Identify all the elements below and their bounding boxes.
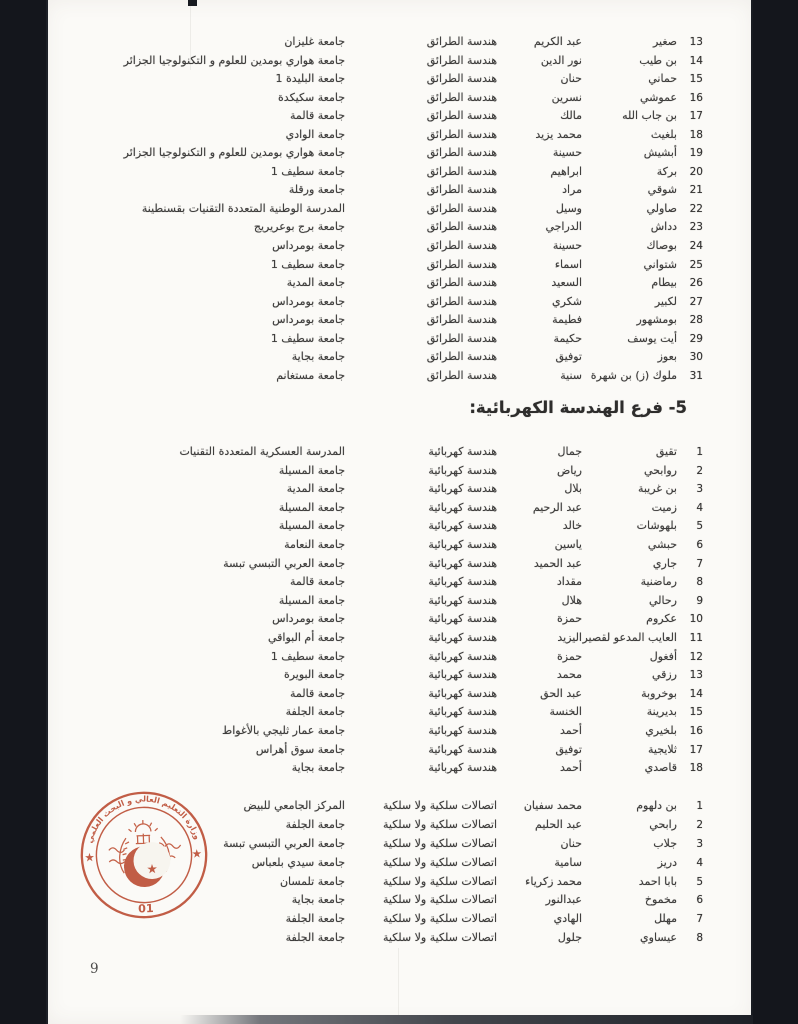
specialization: هندسة كهربائية [428,575,497,589]
stamp-number: 01 [137,902,154,916]
row-number: 26 [689,277,703,290]
table-row [46,200,753,219]
specialization: هندسة الطرائق [426,201,497,215]
first-name: حنان [560,72,582,86]
first-name: محمد يزيد [535,127,582,141]
family-name: بوصاك [646,239,677,253]
first-name: سنية [560,368,582,382]
specialization: هندسة الطرائق [426,350,497,364]
family-name: بركة [656,164,677,178]
scan-bottom-shadow [180,1015,753,1024]
university-name: جامعة هواري بومدين للعلوم و التكنولوجيا الجزائر [123,53,345,67]
table-row [46,311,753,330]
specialization: هندسة كهربائية [428,537,497,551]
family-name: بعوز [657,350,677,364]
crescent-and-star [123,841,171,887]
first-name: الدراجي [545,220,582,234]
specialization: هندسة كهربائية [428,649,497,663]
family-name: حبشي [647,537,677,551]
first-name: اليزيد [557,630,582,644]
specialization: هندسة كهربائية [428,723,497,737]
family-name: دريز [657,855,677,869]
specialization: هندسة الطرائق [426,331,497,345]
university-name: جامعة بجاية [291,893,345,907]
row-number: 17 [689,743,703,756]
specialization: هندسة الطرائق [426,183,497,197]
row-number: 12 [689,650,703,663]
university-name: جامعة المسيلة [278,500,345,514]
table-row [46,256,753,275]
row-number: 20 [689,165,703,178]
first-name: وسيل [555,201,582,215]
row-number: 14 [689,54,703,67]
university-name: جامعة تلمسان [279,874,345,888]
university-name: جامعة الجلفة [285,931,345,945]
family-name: دداش [650,220,677,234]
specialization: هندسة الطرائق [426,127,497,141]
family-name: زميت [651,500,677,514]
university-name: جامعة سطيف 1 [270,649,345,663]
table-row [46,89,753,108]
university-name: جامعة البويرة [283,668,345,682]
family-name: رحالي [649,593,677,607]
row-number: 5 [696,875,703,888]
family-name: بابا احمد [638,874,677,888]
university-name: جامعة البليدة 1 [275,72,345,86]
specialization: هندسة الطرائق [426,294,497,308]
first-name: مراد [562,183,582,197]
specialization: هندسة كهربائية [428,742,497,756]
scan-left-border [0,0,48,1024]
family-name: بن طيب [639,53,677,67]
specialization: اتصالات سلكية ولا سلكية [382,931,497,945]
university-name: جامعة أم البواقي [268,630,345,644]
table-row [46,499,753,518]
specialization: اتصالات سلكية ولا سلكية [382,912,497,926]
specialization: هندسة الطرائق [426,90,497,104]
specialization: هندسة كهربائية [428,668,497,682]
family-name: قاصدي [644,761,677,775]
specialization: اتصالات سلكية ولا سلكية [382,893,497,907]
table-row [46,759,753,778]
specialization: هندسة الطرائق [426,72,497,86]
row-number: 7 [696,913,703,926]
table-row [46,330,753,349]
first-name: أحمد [560,723,582,737]
table-row [46,367,753,386]
specialization: هندسة الطرائق [426,368,497,382]
first-name: اسماء [554,257,582,271]
first-name: مالك [560,109,582,123]
first-name: جمال [557,445,582,458]
specialization: هندسة الطرائق [426,257,497,271]
first-name: عبد الحليم [535,817,582,831]
table-row [46,685,753,704]
row-number: 8 [696,576,703,589]
table-row [46,274,753,293]
table-row [46,592,753,611]
first-name: شكري [552,294,582,308]
table-row [46,741,753,760]
first-name: عبد الحق [540,686,582,700]
specialization: هندسة كهربائية [428,519,497,533]
row-number: 6 [696,538,703,551]
specialization: هندسة كهربائية [428,593,497,607]
specialization: هندسة الطرائق [426,276,497,290]
row-number: 10 [689,613,703,626]
family-name: مهلل [654,912,677,926]
row-number: 24 [689,240,703,253]
first-name: حسينة [552,239,582,253]
table-row [46,70,753,89]
specialization: هندسة كهربائية [428,761,497,775]
first-name: ياسين [554,537,582,551]
row-number: 16 [689,724,703,737]
university-name: جامعة مستغانم [276,368,345,382]
family-name: ملوك (ز) بن شهرة [590,368,677,382]
first-name: عبدالنور [545,893,582,907]
first-name: عبد الرحيم [532,500,582,514]
specialization: هندسة كهربائية [428,630,497,644]
family-name: عموشي [640,90,677,104]
row-number: 8 [696,932,703,945]
table-row [46,218,753,237]
specialization: هندسة كهربائية [428,500,497,514]
family-name: صاولي [646,201,677,215]
family-name: أفغول [649,649,677,663]
paper-crease [398,948,399,1018]
first-name: هلال [561,593,582,607]
table-row [46,144,753,163]
university-name: جامعة هواري بومدين للعلوم و التكنولوجيا الجزائر [123,146,345,160]
row-number: 29 [689,332,703,345]
row-number: 4 [696,856,703,869]
table-row [46,648,753,667]
specialization: هندسة كهربائية [428,705,497,719]
process-engineering-table [46,33,753,385]
university-name: جامعة بومرداس [272,294,345,308]
family-name: بومشهور [636,313,677,327]
first-name: حنان [560,836,582,850]
first-name: حكيمة [553,331,582,345]
row-number: 14 [689,687,703,700]
first-name: محمد زكرياء [525,874,582,888]
row-number: 17 [689,110,703,123]
family-name: لكبير [654,294,677,308]
first-name: ابراهيم [550,164,582,178]
family-name: روابحي [643,463,677,477]
family-name: تقيق [655,445,677,458]
first-name: الخنسة [549,705,582,719]
university-name: جامعة عمار ثليجي بالأغواط [222,723,345,737]
first-name: محمد [556,668,582,682]
row-number: 18 [689,762,703,775]
specialization: اتصالات سلكية ولا سلكية [382,836,497,850]
university-name: جامعة ورقلة [288,183,345,197]
first-name: حمزة [557,612,582,626]
table-row [46,237,753,256]
stamp-star-right: ★ [191,846,203,861]
university-name: جامعة المسيلة [278,593,345,607]
university-name: جامعة الجلفة [285,912,345,926]
university-name: جامعة سطيف 1 [270,257,345,271]
family-name: بلخيري [645,723,677,737]
specialization: هندسة الطرائق [426,35,497,48]
family-name: حماني [648,72,677,86]
specialization: هندسة كهربائية [428,612,497,626]
first-name: رياض [556,463,582,477]
family-name: رزقي [651,668,677,682]
university-name: المدرسة العسكرية المتعددة التقنيات [179,445,345,458]
university-name: المدرسة الوطنية المتعددة التقنيات بقسنطينة [141,201,345,215]
svg-text:★: ★ [146,860,158,877]
row-number: 25 [689,258,703,271]
row-number: 7 [696,557,703,570]
specialization: هندسة الطرائق [426,164,497,178]
first-name: فطيمة [552,313,582,327]
university-name: جامعة قالمة [290,109,345,123]
specialization: هندسة الطرائق [426,53,497,67]
family-name: جاري [652,556,677,570]
family-name: بيطام [651,276,677,290]
university-name: جامعة سيدي بلعباس [251,855,345,869]
first-name: خالد [562,519,582,533]
family-name: شوقي [647,183,677,197]
specialization: هندسة كهربائية [428,445,497,458]
university-name: جامعة العربي التبسي تبسة [223,556,345,570]
row-number: 31 [689,369,703,382]
family-name: رابحي [649,817,677,831]
table-row [46,573,753,592]
table-row [46,536,753,555]
university-name: المركز الجامعي للبيض [243,799,345,812]
row-number: 19 [689,147,703,160]
row-number: 16 [689,91,703,104]
first-name: محمد سفيان [523,799,582,812]
first-name: عبد الحميد [533,556,582,570]
table-row [46,480,753,499]
row-number: 1 [696,800,703,812]
first-name: نور الدين [540,53,582,67]
university-name: جامعة قالمة [290,686,345,700]
university-name: جامعة برج بوعريريج [253,220,345,234]
university-name: جامعة سطيف 1 [270,331,345,345]
table-row [46,181,753,200]
first-name: جلول [557,931,582,945]
first-name: السعيد [551,276,582,290]
row-number: 13 [689,36,703,48]
first-name: نسرين [551,90,582,104]
first-name: سامية [554,855,582,869]
table-row [46,666,753,685]
university-name: جامعة بومرداس [272,313,345,327]
table-row [46,33,753,52]
row-number: 30 [689,351,703,364]
row-number: 23 [689,221,703,234]
page-number: 9 [90,961,99,977]
family-name: أبشيش [643,146,677,160]
row-number: 5 [696,520,703,533]
university-name: جامعة بجاية [291,350,345,364]
table-row [46,517,753,536]
specialization: هندسة كهربائية [428,556,497,570]
first-name: حسينة [552,146,582,160]
specialization: اتصالات سلكية ولا سلكية [382,874,497,888]
specialization: هندسة الطرائق [426,146,497,160]
first-name: حمزة [557,649,582,663]
university-name: جامعة المسيلة [278,519,345,533]
university-name: جامعة الجلفة [285,705,345,719]
row-number: 6 [696,894,703,907]
row-number: 28 [689,314,703,327]
university-name: جامعة بومرداس [272,239,345,253]
row-number: 9 [696,594,703,607]
specialization: اتصالات سلكية ولا سلكية [382,817,497,831]
university-name: جامعة بومرداس [272,612,345,626]
family-name: بن غريبة [637,482,677,496]
university-name: جامعة المدية [286,276,345,290]
university-name: جامعة بجاية [291,761,345,775]
family-name: أيت يوسف [627,331,677,345]
family-name: بلغيث [650,127,677,141]
family-name: بن جاب الله [622,109,677,123]
row-number: 13 [689,669,703,682]
specialization: هندسة الطرائق [426,313,497,327]
family-name: مخموخ [644,893,677,907]
table-row [46,293,753,312]
university-name: جامعة قالمة [290,575,345,589]
specialization: اتصالات سلكية ولا سلكية [382,799,497,812]
table-row [46,555,753,574]
row-number: 18 [689,128,703,141]
row-number: 21 [689,184,703,197]
university-name: جامعة الجلفة [285,817,345,831]
electrical-engineering-table [46,443,753,778]
university-name: جامعة المسيلة [278,463,345,477]
family-name: عيساوي [640,931,677,945]
family-name: العايب المدعو لقصير [582,630,677,644]
first-name: بلال [564,482,582,496]
family-name: بن دلهوم [636,799,677,812]
row-number: 3 [696,483,703,496]
table-row [46,443,753,462]
row-number: 3 [696,837,703,850]
family-name: ثلايجية [647,742,677,756]
first-name: توفيق [555,350,582,364]
table-row [46,52,753,71]
university-name: جامعة العربي التبسي تبسة [223,836,345,850]
university-name: جامعة الوادي [285,127,345,141]
specialization: هندسة كهربائية [428,686,497,700]
specialization: هندسة كهربائية [428,482,497,496]
table-row [46,929,753,948]
university-name: جامعة المدية [286,482,345,496]
section-heading: 5- فرع الهندسة الكهربائية: [469,398,687,417]
row-number: 15 [689,706,703,719]
family-name: بديرينة [646,705,677,719]
ministry-stamp [74,785,215,926]
specialization: اتصالات سلكية ولا سلكية [382,855,497,869]
family-name: بوخروبة [641,686,677,700]
family-name: صغير [652,35,677,48]
row-number: 15 [689,73,703,86]
row-number: 22 [689,202,703,215]
first-name: أحمد [560,761,582,775]
table-row [46,629,753,648]
row-number: 2 [696,818,703,831]
table-row [46,126,753,145]
family-name: عكروم [646,612,677,626]
table-row [46,107,753,126]
family-name: رماضنية [640,575,677,589]
row-number: 27 [689,295,703,308]
specialization: هندسة الطرائق [426,109,497,123]
table-row [46,462,753,481]
university-name: جامعة سوق أهراس [255,742,345,756]
family-name: جلاب [653,836,677,850]
first-name: الهادي [553,912,582,926]
first-name: مقداد [556,575,582,589]
university-name: جامعة غليزان [284,35,345,48]
stamp-ring-text: وزارة التعليم العالي و البحث العلمي [84,794,202,845]
family-name: شتواني [643,257,677,271]
row-number: 4 [696,501,703,514]
table-row [46,703,753,722]
first-name: توفيق [555,742,582,756]
family-name: بلهوشات [636,519,677,533]
table-row [46,610,753,629]
university-name: جامعة النعامة [284,537,345,551]
first-name: عبد الكريم [533,35,582,48]
university-name: جامعة سطيف 1 [270,164,345,178]
table-row [46,348,753,367]
specialization: هندسة كهربائية [428,463,497,477]
specialization: هندسة الطرائق [426,220,497,234]
university-name: جامعة سكيكدة [278,90,345,104]
row-number: 11 [689,631,703,644]
scan-right-border [751,0,798,1024]
row-number: 1 [696,446,703,458]
specialization: هندسة الطرائق [426,239,497,253]
stamp-star-left: ★ [84,850,95,865]
table-row [46,722,753,741]
row-number: 2 [696,464,703,477]
table-row [46,163,753,182]
